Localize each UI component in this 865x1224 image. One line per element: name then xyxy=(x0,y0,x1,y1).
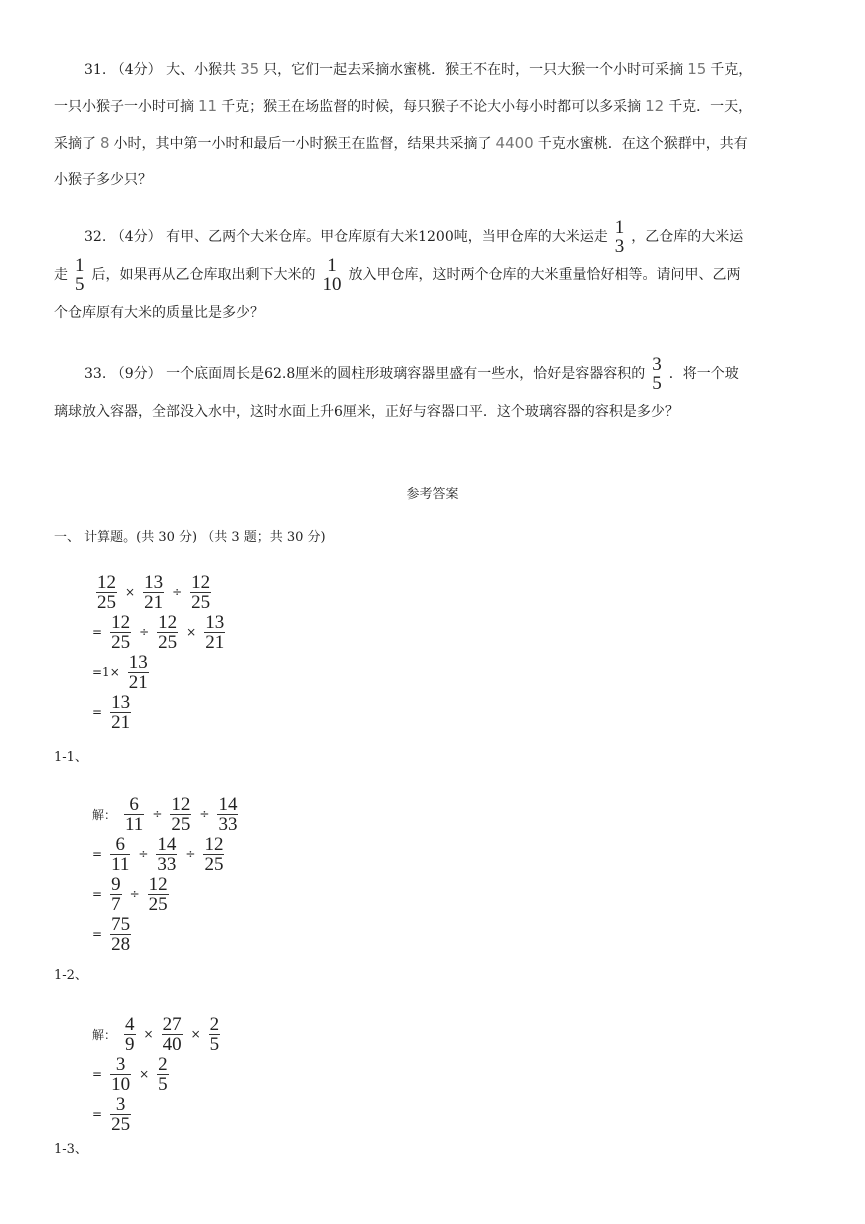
q32-fraction-1-3: 1 3 xyxy=(614,217,625,257)
solution-row xyxy=(90,834,244,874)
denominator: 21 xyxy=(144,591,164,613)
fraction xyxy=(170,795,191,834)
solution-row xyxy=(90,612,231,652)
math-operator: ÷ xyxy=(172,585,183,599)
q33-line-2: 璃球放入容器，全部没入水中，这时水面上升6厘米，正好与容器口平．这个玻璃容器的容积是多少？ xyxy=(54,404,679,420)
denominator: 25 xyxy=(191,591,211,613)
denominator: 33 xyxy=(218,813,238,835)
question-33 xyxy=(54,355,814,431)
numerator: 12 xyxy=(148,873,168,895)
solution-row xyxy=(90,874,244,914)
q31-line-2: 一只小猴子一小时可摘 11 千克；猴王在场监督的时候，每只猴子不论大小每小时都可以多采摘 12 千克．一天， xyxy=(54,97,753,115)
q31-line-4: 小猴子多少只？ xyxy=(54,172,152,188)
answer-label-1-1: 1-1、 xyxy=(54,750,88,765)
solution-row xyxy=(90,914,244,954)
fraction xyxy=(124,795,144,834)
fraction xyxy=(110,693,131,732)
denominator: 21 xyxy=(128,671,148,693)
q32-fraction-1-10: 1 10 xyxy=(322,255,342,295)
numerator: 6 xyxy=(110,835,130,855)
math-operator: ÷ xyxy=(139,625,150,639)
denominator: 25 xyxy=(111,1113,131,1135)
denominator: 11 xyxy=(125,813,144,835)
fraction xyxy=(128,653,149,692)
numerator: 2 xyxy=(158,1053,168,1075)
answer-label-1-2: 1-2、 xyxy=(54,968,88,983)
numerator: 13 xyxy=(205,611,225,633)
solution-row xyxy=(90,1054,226,1094)
fraction xyxy=(110,875,122,914)
denominator: 25 xyxy=(171,813,191,835)
numerator: 12 xyxy=(204,833,224,855)
math-operator: × xyxy=(125,585,136,599)
fraction xyxy=(162,1015,183,1054)
math-operator: = xyxy=(92,625,103,639)
math-operator: = xyxy=(92,1067,103,1081)
solution-row xyxy=(90,692,231,732)
math-operator: 解： xyxy=(92,1027,117,1042)
math-operator: 解： xyxy=(92,807,117,822)
numerator: 4 xyxy=(125,1013,135,1035)
math-operator: ÷ xyxy=(185,847,196,861)
answer-label-1-3: 1-3、 xyxy=(54,1142,88,1157)
denominator: 5 xyxy=(158,1073,168,1095)
q31-line-1: 31. （4分） 大、小猴共 35 只，它们一起去采摘水蜜桃．猴王不在时，一只大猴一个小时可采摘 15 千克， xyxy=(84,60,753,78)
denominator: 5 xyxy=(209,1033,220,1055)
fraction xyxy=(157,1055,169,1094)
denominator: 11 xyxy=(111,853,130,875)
solution-row xyxy=(90,1014,226,1054)
math-operator: = xyxy=(92,847,103,861)
math-operator: =1× xyxy=(92,665,120,679)
math-operator: ÷ xyxy=(129,887,140,901)
denominator: 25 xyxy=(111,631,131,653)
fraction xyxy=(203,835,224,874)
q32-fraction-1-5: 1 5 xyxy=(75,255,85,295)
fraction xyxy=(157,613,178,652)
math-operator: × xyxy=(186,625,197,639)
fraction xyxy=(204,613,225,652)
math-operator: ÷ xyxy=(152,807,163,821)
q33-fraction-3-5: 3 5 xyxy=(652,354,662,394)
numerator: 75 xyxy=(111,913,131,935)
math-operator: × xyxy=(139,1067,150,1081)
q32-line-3: 个仓库原有大米的质量比是多少？ xyxy=(54,305,264,321)
q33-line-1: 33. （9分） 一个底面周长是62.8厘米的圆柱形玻璃容器里盛有一些水，恰好是容器容积的 3 5 ．将一个玻 xyxy=(84,354,739,394)
math-operator: ÷ xyxy=(138,847,149,861)
q31-number-4400: 4400 xyxy=(495,134,534,152)
numerator: 13 xyxy=(144,571,164,593)
denominator: 25 xyxy=(158,631,178,653)
fraction xyxy=(190,573,211,612)
fraction xyxy=(96,573,117,612)
solution-1-3 xyxy=(90,1014,226,1134)
fraction xyxy=(148,875,169,914)
numerator: 12 xyxy=(171,793,191,815)
math-operator: = xyxy=(92,927,103,941)
fraction xyxy=(209,1015,221,1054)
numerator: 27 xyxy=(162,1013,182,1035)
fraction xyxy=(124,1015,136,1054)
solution-1-1 xyxy=(90,572,231,732)
solution-row xyxy=(90,652,231,692)
math-operator: = xyxy=(92,705,103,719)
numerator: 12 xyxy=(97,571,116,593)
denominator: 25 xyxy=(97,591,116,613)
denominator: 25 xyxy=(148,893,168,915)
numerator: 12 xyxy=(191,571,211,593)
numerator: 9 xyxy=(111,873,121,895)
q31-line-3: 采摘了 8 小时，其中第一小时和最后一小时猴王在监督，结果共采摘了 4400 千克水蜜桃．在这个猴群中，共有 xyxy=(54,134,748,152)
numerator: 14 xyxy=(218,793,238,815)
math-operator: × xyxy=(143,1027,154,1041)
fraction xyxy=(110,613,131,652)
q31-number-11: 11 xyxy=(198,97,218,115)
solution-1-2 xyxy=(90,794,244,954)
section-1-heading: 一、 计算题。(共 30 分) （共 3 题；共 30 分) xyxy=(54,530,326,545)
denominator: 9 xyxy=(125,1033,135,1055)
math-operator: = xyxy=(92,1107,103,1121)
numerator: 6 xyxy=(124,795,144,815)
question-31 xyxy=(54,51,814,198)
numerator: 12 xyxy=(111,611,131,633)
q31-number-12: 12 xyxy=(645,97,665,115)
denominator: 10 xyxy=(111,1073,131,1095)
fraction xyxy=(217,795,238,834)
fraction xyxy=(156,835,177,874)
math-operator: = xyxy=(92,887,103,901)
numerator: 13 xyxy=(111,691,131,713)
solution-row xyxy=(90,794,244,834)
q32-line-2: 走 1 5 后，如果再从乙仓库取出剩下大米的 1 10 放入甲仓库，这时两个仓库的大米重量恰好相等。请问甲、乙两 xyxy=(54,255,741,295)
numerator: 2 xyxy=(209,1013,220,1035)
answers-title: 参考答案 xyxy=(406,487,459,502)
numerator: 14 xyxy=(157,833,177,855)
solution-row xyxy=(90,572,231,612)
denominator: 21 xyxy=(111,711,131,733)
q32-line-1: 32. （4分） 有甲、乙两个大米仓库。甲仓库原有大米1200吨，当甲仓库的大米运走 1 3 ，乙仓库的大米运 xyxy=(84,217,744,257)
denominator: 21 xyxy=(205,631,225,653)
numerator: 13 xyxy=(128,651,148,673)
fraction xyxy=(110,1095,131,1134)
denominator: 7 xyxy=(111,893,121,915)
q31-number-35: 35 xyxy=(240,60,260,78)
q31-number-8: 8 xyxy=(100,134,110,152)
solution-row xyxy=(90,1094,226,1134)
numerator: 3 xyxy=(110,1055,131,1075)
denominator: 25 xyxy=(204,853,224,875)
denominator: 28 xyxy=(111,933,131,955)
fraction xyxy=(110,1055,131,1094)
numerator: 3 xyxy=(110,1095,131,1115)
denominator: 33 xyxy=(157,853,177,875)
question-32 xyxy=(54,218,814,332)
fraction xyxy=(110,835,130,874)
q31-number-15: 15 xyxy=(687,60,707,78)
math-operator: ÷ xyxy=(199,807,210,821)
fraction xyxy=(110,915,131,954)
numerator: 12 xyxy=(158,611,178,633)
math-operator: × xyxy=(190,1027,201,1041)
fraction xyxy=(143,573,164,612)
denominator: 40 xyxy=(162,1033,182,1055)
